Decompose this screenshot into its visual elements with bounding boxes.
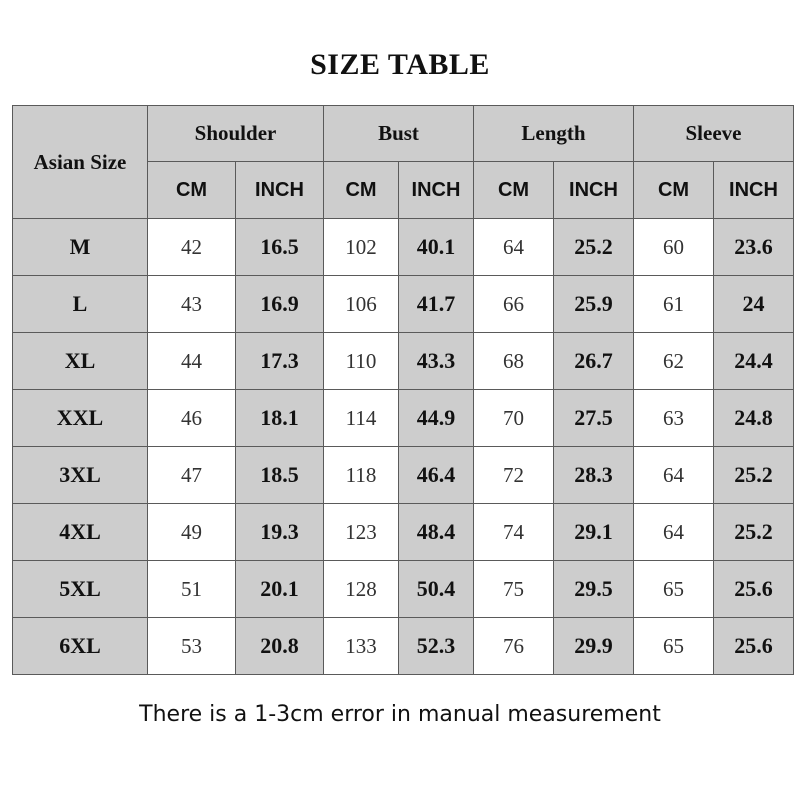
table-row — [13, 276, 794, 333]
shoulder-cm-cell: 49 — [148, 504, 236, 561]
page-title: SIZE TABLE — [310, 48, 490, 81]
sleeve-inch-cell: 25.6 — [714, 561, 794, 618]
shoulder-inch-cell: 18.1 — [236, 390, 324, 447]
unit-header: INCH — [236, 162, 324, 219]
shoulder-inch-cell: 16.5 — [236, 219, 324, 276]
length-inch-cell: 29.9 — [554, 618, 634, 675]
sleeve-cm-cell: 61 — [634, 276, 714, 333]
size-label: XXL — [13, 390, 148, 447]
bust-cm-cell: 118 — [324, 447, 399, 504]
length-cm-cell: 68 — [474, 333, 554, 390]
length-cm-cell: 72 — [474, 447, 554, 504]
table-row — [13, 504, 794, 561]
length-inch-cell: 26.7 — [554, 333, 634, 390]
shoulder-inch-cell: 16.9 — [236, 276, 324, 333]
unit-header: CM — [634, 162, 714, 219]
bust-inch-cell: 40.1 — [399, 219, 474, 276]
sleeve-inch-cell: 24.8 — [714, 390, 794, 447]
size-table — [12, 105, 794, 675]
shoulder-cm-cell: 46 — [148, 390, 236, 447]
length-inch-cell: 27.5 — [554, 390, 634, 447]
table-row — [13, 618, 794, 675]
sleeve-inch-cell: 24.4 — [714, 333, 794, 390]
size-label: M — [13, 219, 148, 276]
length-cm-cell: 74 — [474, 504, 554, 561]
shoulder-cm-cell: 43 — [148, 276, 236, 333]
shoulder-cm-cell: 53 — [148, 618, 236, 675]
table-row — [13, 447, 794, 504]
shoulder-cm-cell: 51 — [148, 561, 236, 618]
sleeve-cm-cell: 60 — [634, 219, 714, 276]
shoulder-inch-cell: 19.3 — [236, 504, 324, 561]
bust-cm-cell: 102 — [324, 219, 399, 276]
unit-header: INCH — [714, 162, 794, 219]
sleeve-cm-cell: 65 — [634, 618, 714, 675]
header-group-row — [13, 106, 794, 162]
shoulder-inch-cell: 20.8 — [236, 618, 324, 675]
shoulder-cm-cell: 42 — [148, 219, 236, 276]
bust-inch-cell: 41.7 — [399, 276, 474, 333]
group-header-bust: Bust — [324, 106, 474, 162]
length-inch-cell: 29.5 — [554, 561, 634, 618]
length-cm-cell: 66 — [474, 276, 554, 333]
unit-header: INCH — [554, 162, 634, 219]
sleeve-cm-cell: 64 — [634, 447, 714, 504]
bust-cm-cell: 128 — [324, 561, 399, 618]
bust-inch-cell: 52.3 — [399, 618, 474, 675]
sleeve-inch-cell: 25.2 — [714, 504, 794, 561]
shoulder-inch-cell: 17.3 — [236, 333, 324, 390]
size-label: 6XL — [13, 618, 148, 675]
bust-inch-cell: 43.3 — [399, 333, 474, 390]
table-row — [13, 219, 794, 276]
sleeve-cm-cell: 62 — [634, 333, 714, 390]
unit-header: CM — [474, 162, 554, 219]
table-row — [13, 561, 794, 618]
sleeve-inch-cell: 25.2 — [714, 447, 794, 504]
bust-cm-cell: 110 — [324, 333, 399, 390]
size-label: 5XL — [13, 561, 148, 618]
bust-inch-cell: 46.4 — [399, 447, 474, 504]
sleeve-inch-cell: 24 — [714, 276, 794, 333]
length-cm-cell: 76 — [474, 618, 554, 675]
unit-header: CM — [148, 162, 236, 219]
size-label: 3XL — [13, 447, 148, 504]
unit-header: CM — [324, 162, 399, 219]
length-inch-cell: 29.1 — [554, 504, 634, 561]
sleeve-inch-cell: 25.6 — [714, 618, 794, 675]
length-cm-cell: 64 — [474, 219, 554, 276]
length-cm-cell: 70 — [474, 390, 554, 447]
sleeve-cm-cell: 63 — [634, 390, 714, 447]
unit-header: INCH — [399, 162, 474, 219]
table-row — [13, 390, 794, 447]
sleeve-inch-cell: 23.6 — [714, 219, 794, 276]
bust-inch-cell: 48.4 — [399, 504, 474, 561]
bust-cm-cell: 106 — [324, 276, 399, 333]
length-inch-cell: 28.3 — [554, 447, 634, 504]
size-label: 4XL — [13, 504, 148, 561]
bust-cm-cell: 114 — [324, 390, 399, 447]
sleeve-cm-cell: 65 — [634, 561, 714, 618]
corner-header: Asian Size — [13, 106, 148, 219]
bust-inch-cell: 44.9 — [399, 390, 474, 447]
shoulder-inch-cell: 20.1 — [236, 561, 324, 618]
length-cm-cell: 75 — [474, 561, 554, 618]
size-label: L — [13, 276, 148, 333]
table-row — [13, 333, 794, 390]
bust-cm-cell: 123 — [324, 504, 399, 561]
bust-cm-cell: 133 — [324, 618, 399, 675]
bust-inch-cell: 50.4 — [399, 561, 474, 618]
group-header-length: Length — [474, 106, 634, 162]
length-inch-cell: 25.2 — [554, 219, 634, 276]
size-label: XL — [13, 333, 148, 390]
shoulder-cm-cell: 44 — [148, 333, 236, 390]
group-header-sleeve: Sleeve — [634, 106, 794, 162]
shoulder-cm-cell: 47 — [148, 447, 236, 504]
measurement-note: There is a 1-3cm error in manual measurement — [139, 702, 661, 727]
sleeve-cm-cell: 64 — [634, 504, 714, 561]
shoulder-inch-cell: 18.5 — [236, 447, 324, 504]
length-inch-cell: 25.9 — [554, 276, 634, 333]
group-header-shoulder: Shoulder — [148, 106, 324, 162]
